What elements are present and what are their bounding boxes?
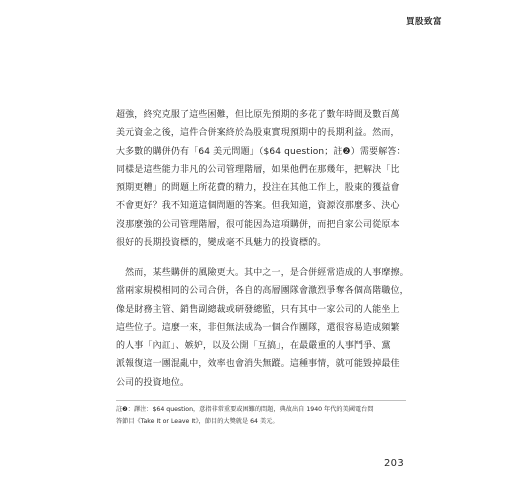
text-line: 不會更好？我不知道這個問題的答案。但我知道，資源沒那麼多、決心: [116, 201, 400, 212]
body-paragraph-2: [116, 264, 416, 392]
text-line: 超強，終究克服了這些困難，但比原先預期的多花了數年時間及數百萬: [116, 110, 400, 120]
footnote-divider: [116, 400, 406, 401]
text-line: 當兩家規模相同的公司合併，各自的高層團隊會激烈爭奪各個高階職位，: [116, 286, 409, 297]
text-line: 很好的長期投資標的，變成毫不具魅力的投資標的。: [116, 238, 327, 249]
footnote-line: 註❷：譯注：$64 question，意指非常重要或困難的問題，典故出自 1940 年代的美國電台問: [116, 406, 374, 413]
text-line: 像是財務主管、銷售副總裁或研發總監，只有其中一家公司的人能坐上: [116, 304, 400, 315]
text-line: 大多數的購併仍有「64 美元問題」（$64 question；註❷）需要解答：: [116, 146, 406, 157]
text-line: 然而，某些購併的風險更大。其中之一，是合併經常造成的人事摩擦。: [116, 268, 409, 278]
running-header: 買股致富: [405, 17, 442, 27]
text-line: 同樣是這些能力非凡的公司管理階層，如果他們在那幾年，把解決「比: [116, 164, 400, 175]
footnote-line: 答節目《Take It or Leave It》，節目的大獎就是 64 美元。: [116, 418, 279, 425]
text-line: 這些位子。這麼一來，非但無法成為一個合作團隊，還很容易造成頻繁: [116, 322, 400, 333]
footnote: [116, 404, 416, 428]
text-line: 公司的投資地位。: [116, 377, 190, 388]
text-line: 的人事「內訌」、嫉妒，以及公開「互搞」，在最嚴重的人事鬥爭、黨: [116, 341, 391, 352]
text-line: 美元資金之後，這件合併案終於為股東實現預期中的長期利益。然而，: [116, 128, 400, 139]
text-line: 預期更糟」的問題上所花費的精力，投注在其他工作上，股東的獲益會: [116, 183, 400, 194]
body-paragraph-1: [116, 106, 416, 252]
text-line: 派報復這一團混亂中，效率也會消失無蹤。這種事情，就可能毀掉最佳: [116, 359, 400, 370]
text-line: 沒那麼強的公司管理階層，很可能因為這項購併，而把自家公司從原本: [116, 219, 400, 230]
page-number: 203: [384, 458, 404, 469]
